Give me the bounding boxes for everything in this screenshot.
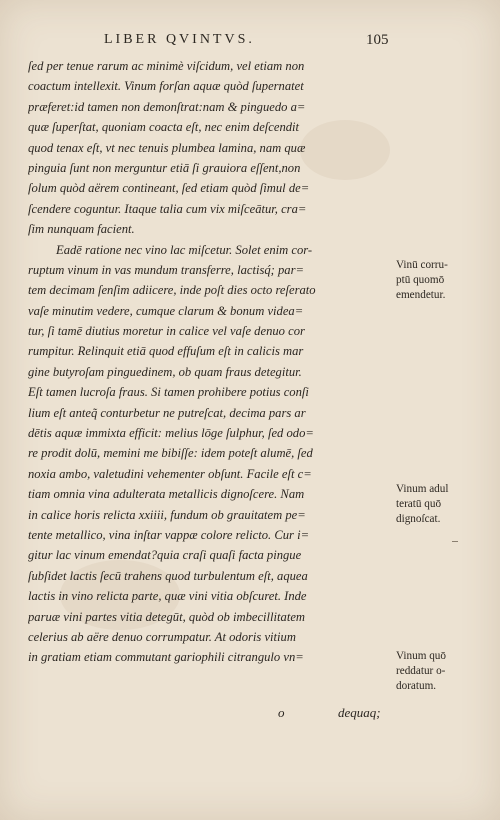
- page-header: [0, 32, 500, 52]
- text-line: ruptum vinum in vas mundum transferre, lactisq́; par=: [28, 262, 304, 277]
- margin-note-line: Vinū corru-: [396, 259, 448, 271]
- margin-note: [396, 649, 492, 694]
- text-line: dētis aquæ immixta efficit: melius lōge ſulphur, ſed odo=: [28, 426, 314, 441]
- margin-note-line: emendetur.: [396, 289, 446, 301]
- text-line: tiam omnia vina adulterata metallicis dignoſcere. Nam: [28, 487, 305, 502]
- text-line: lactis in vino relicta parte, quæ vini vitia obſcuret. Inde: [28, 589, 307, 604]
- text-line: pinguia ſunt non merguntur etiā ſi grauiora eſſent,non: [28, 160, 301, 175]
- text-line: rumpitur. Relinquit etiā quod effuſum eſt in calicis mar: [28, 344, 304, 359]
- text-line: re prodit dolū, memini me bibiſſe: idem poteſt alumē, ſed: [28, 446, 313, 461]
- text-line: vaſe minutim vedere, cumque clarum & bonum videa=: [28, 303, 304, 318]
- text-line: quæ ſuperſtat, quoniam coacta eſt, nec enim deſcendit: [28, 120, 300, 135]
- text-line: gine butyroſam pinguedinem, ob quam fraus detegitur.: [28, 364, 302, 379]
- main-text-block: [28, 56, 390, 668]
- signature-mark: o: [278, 705, 285, 720]
- text-line: tur, ſi tamē diutius moretur in calice vel vaſe denuo cor: [28, 324, 305, 339]
- page-number: 105: [366, 32, 389, 48]
- margin-note-line: dignoſcat.: [396, 513, 441, 525]
- text-line: ſed per tenue rarum ac minimè viſcidum, vel etiam non: [28, 59, 305, 73]
- margin-note-line: Vinum adul: [396, 483, 449, 495]
- text-line: lium eſt anteq̃ conturbetur ne putreſcat, decima pars ar: [28, 405, 306, 420]
- margin-note: [396, 482, 492, 527]
- text-line: coactum intellexit. Vinum forſan aquæ quòd ſupernatet: [28, 79, 304, 94]
- running-head: LIBER QVINTVS.: [104, 32, 255, 47]
- margin-note-line: teratū quō: [396, 498, 442, 510]
- text-line: ſolum quòd aërem contineant, ſed etiam quòd ſimul de=: [28, 181, 310, 196]
- catchword: dequaq;: [338, 705, 381, 720]
- margin-note-line: doratum.: [396, 680, 437, 692]
- text-line: paruæ vini partes vitia detegūt, quòd ob imbecillitatem: [28, 609, 306, 624]
- margin-note-line: Vinum quō: [396, 650, 446, 662]
- text-line: ſim nunquam facient.: [28, 222, 135, 237]
- text-line: Eſt tamen lucroſa fraus. Si tamen prohibere potius conſi: [28, 385, 309, 400]
- text-line: in calice horis relicta xxiiii, fundum ob grauitatem pe=: [28, 507, 306, 522]
- text-line: præferet:id tamen non demonſtrat:nam & pinguedo a=: [28, 99, 306, 114]
- margin-dash: [452, 541, 458, 542]
- text-line: tem decimam ſenſim adiicere, inde poſt dies octo reſerato: [28, 283, 316, 298]
- margin-note-line: ptū quomō: [396, 274, 445, 286]
- text-line: ſubſidet lactis ſecū trahens quod turbulentum eſt, aquea: [28, 568, 308, 583]
- text-line: celerius ab aëre denuo corrumpatur. At odoris vitium: [28, 629, 296, 644]
- text-line: in gratiam etiam commutant gariophili citrangulo vn=: [28, 650, 304, 665]
- text-line: gitur lac vinum emendat?quia craſi quaſi facta pingue: [28, 548, 302, 563]
- text-line: tente metallico, vina inſtar vappæ colore relicto. Cur i=: [28, 527, 310, 542]
- paragraph-start-line: Eadē ratione nec vino lac miſcetur. Solet enim cor-: [56, 242, 313, 257]
- margin-note-line: reddatur o-: [396, 665, 446, 677]
- text-line: quod tenax eſt, vt nec tenuis plumbea lamina, nam quæ: [28, 140, 306, 155]
- page-footer: [0, 705, 500, 725]
- text-line: noxia ambo, valetudini vehementer obſunt. Facile eſt c=: [28, 466, 312, 481]
- text-line: ſcendere coguntur. Itaque talia cum vix miſceātur, cra=: [28, 201, 307, 216]
- margin-note: [396, 258, 492, 303]
